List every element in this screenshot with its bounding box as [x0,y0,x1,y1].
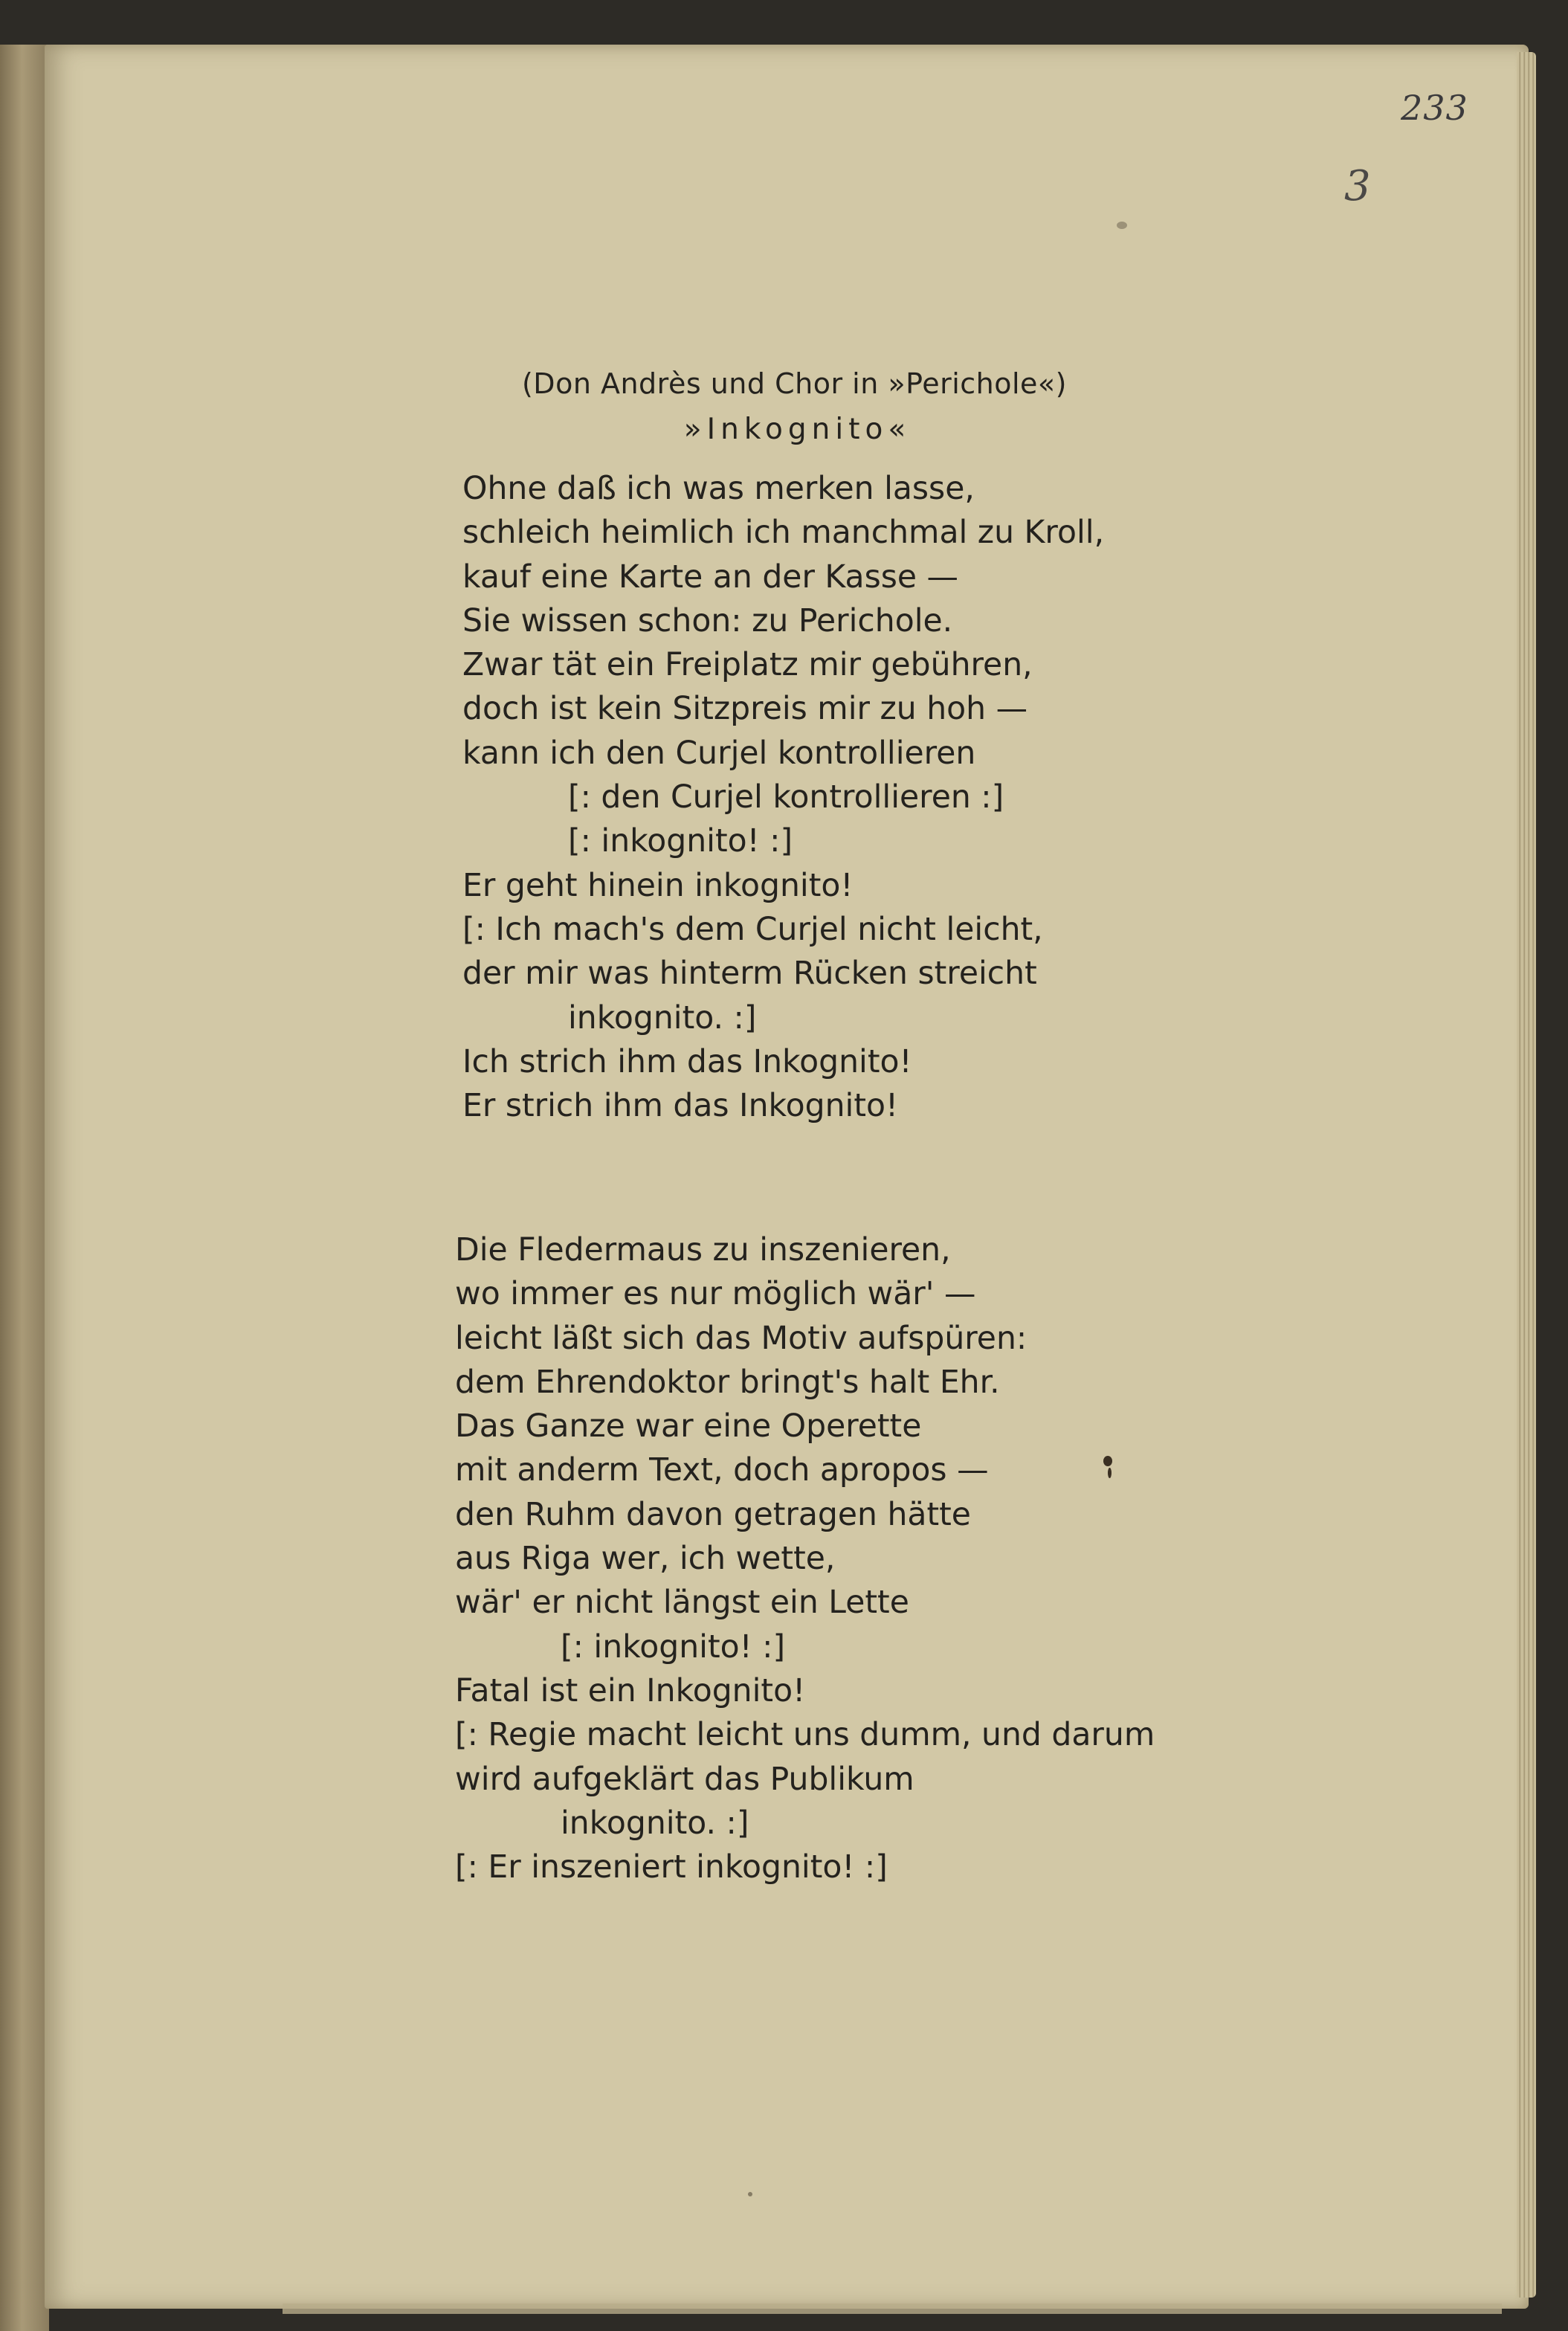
poem-subtitle [0,367,1568,400]
verse-line: schleich heimlich ich manchmal zu Kroll, [462,515,1105,552]
verse-line: Er geht hinein inkognito! [462,867,854,904]
verse-line: [: inkognito! :] [568,823,793,860]
poem-title [0,413,1568,446]
verse-line: Ich strich ihm das Inkognito! [462,1043,912,1080]
poem-subtitle-text: (Don Andrès und Chor in »Perichole«) [521,367,1067,400]
verse-line: doch ist kein Sitzpreis mir zu hoh — [462,691,1028,728]
verse-line: [: Ich mach's dem Curjel nicht leicht, [462,911,1043,948]
ink-speck [748,2192,752,2196]
verse-line: Sie wissen schon: zu Perichole. [462,602,953,639]
verse-line: [: inkognito! :] [561,1628,786,1666]
verse-line: wär' er nicht längst ein Lette [455,1584,909,1622]
verse-line: der mir was hinterm Rücken streicht [462,955,1037,993]
verse-line: wird aufgeklärt das Publikum [455,1761,914,1798]
stanza-1 [462,467,1104,1128]
verse-line: [: Regie macht leicht uns dumm, und darum [455,1717,1155,1754]
verse-line: Er strich ihm das Inkognito! [462,1088,899,1125]
stanza-2 [455,1228,1155,1889]
ink-speck [1117,222,1127,229]
verse-line: Die Fledermaus zu inszenieren, [455,1232,951,1268]
verse-line: Fatal ist ein Inkognito! [455,1672,806,1709]
verse-line: Ohne daß ich was merken lasse, [462,471,975,507]
verse-line: inkognito. :] [561,1805,749,1842]
verse-line: Das Ganze war eine Operette [455,1408,922,1445]
verse-line: den Ruhm davon getragen hätte [455,1496,971,1533]
verse-line: [: den Curjel kontrollieren :] [568,779,1004,816]
handwritten-margin-mark: 3 [1344,162,1371,210]
verse-line: kauf eine Karte an der Kasse — [462,558,959,596]
verse-line: inkognito. :] [568,999,757,1036]
verse-line: aus Riga wer, ich wette, [455,1541,836,1578]
verse-line: dem Ehrendoktor bringt's halt Ehr. [455,1364,1000,1401]
poem-title-text: »Inkognito« [683,413,912,446]
verse-line: wo immer es nur möglich wär' — [455,1276,976,1313]
verse-line: leicht läßt sich das Motiv aufspüren: [455,1320,1027,1357]
page-bottom-edge [283,2303,1502,2314]
verse-line: mit anderm Text, doch apropos — [455,1452,989,1489]
verse-line: [: Er inszeniert inkognito! :] [455,1849,888,1886]
verse-line: kann ich den Curjel kontrollieren [462,735,976,772]
verse-line: Zwar tät ein Freiplatz mir gebühren, [462,647,1033,684]
handwritten-page-number: 233 [1401,88,1468,128]
